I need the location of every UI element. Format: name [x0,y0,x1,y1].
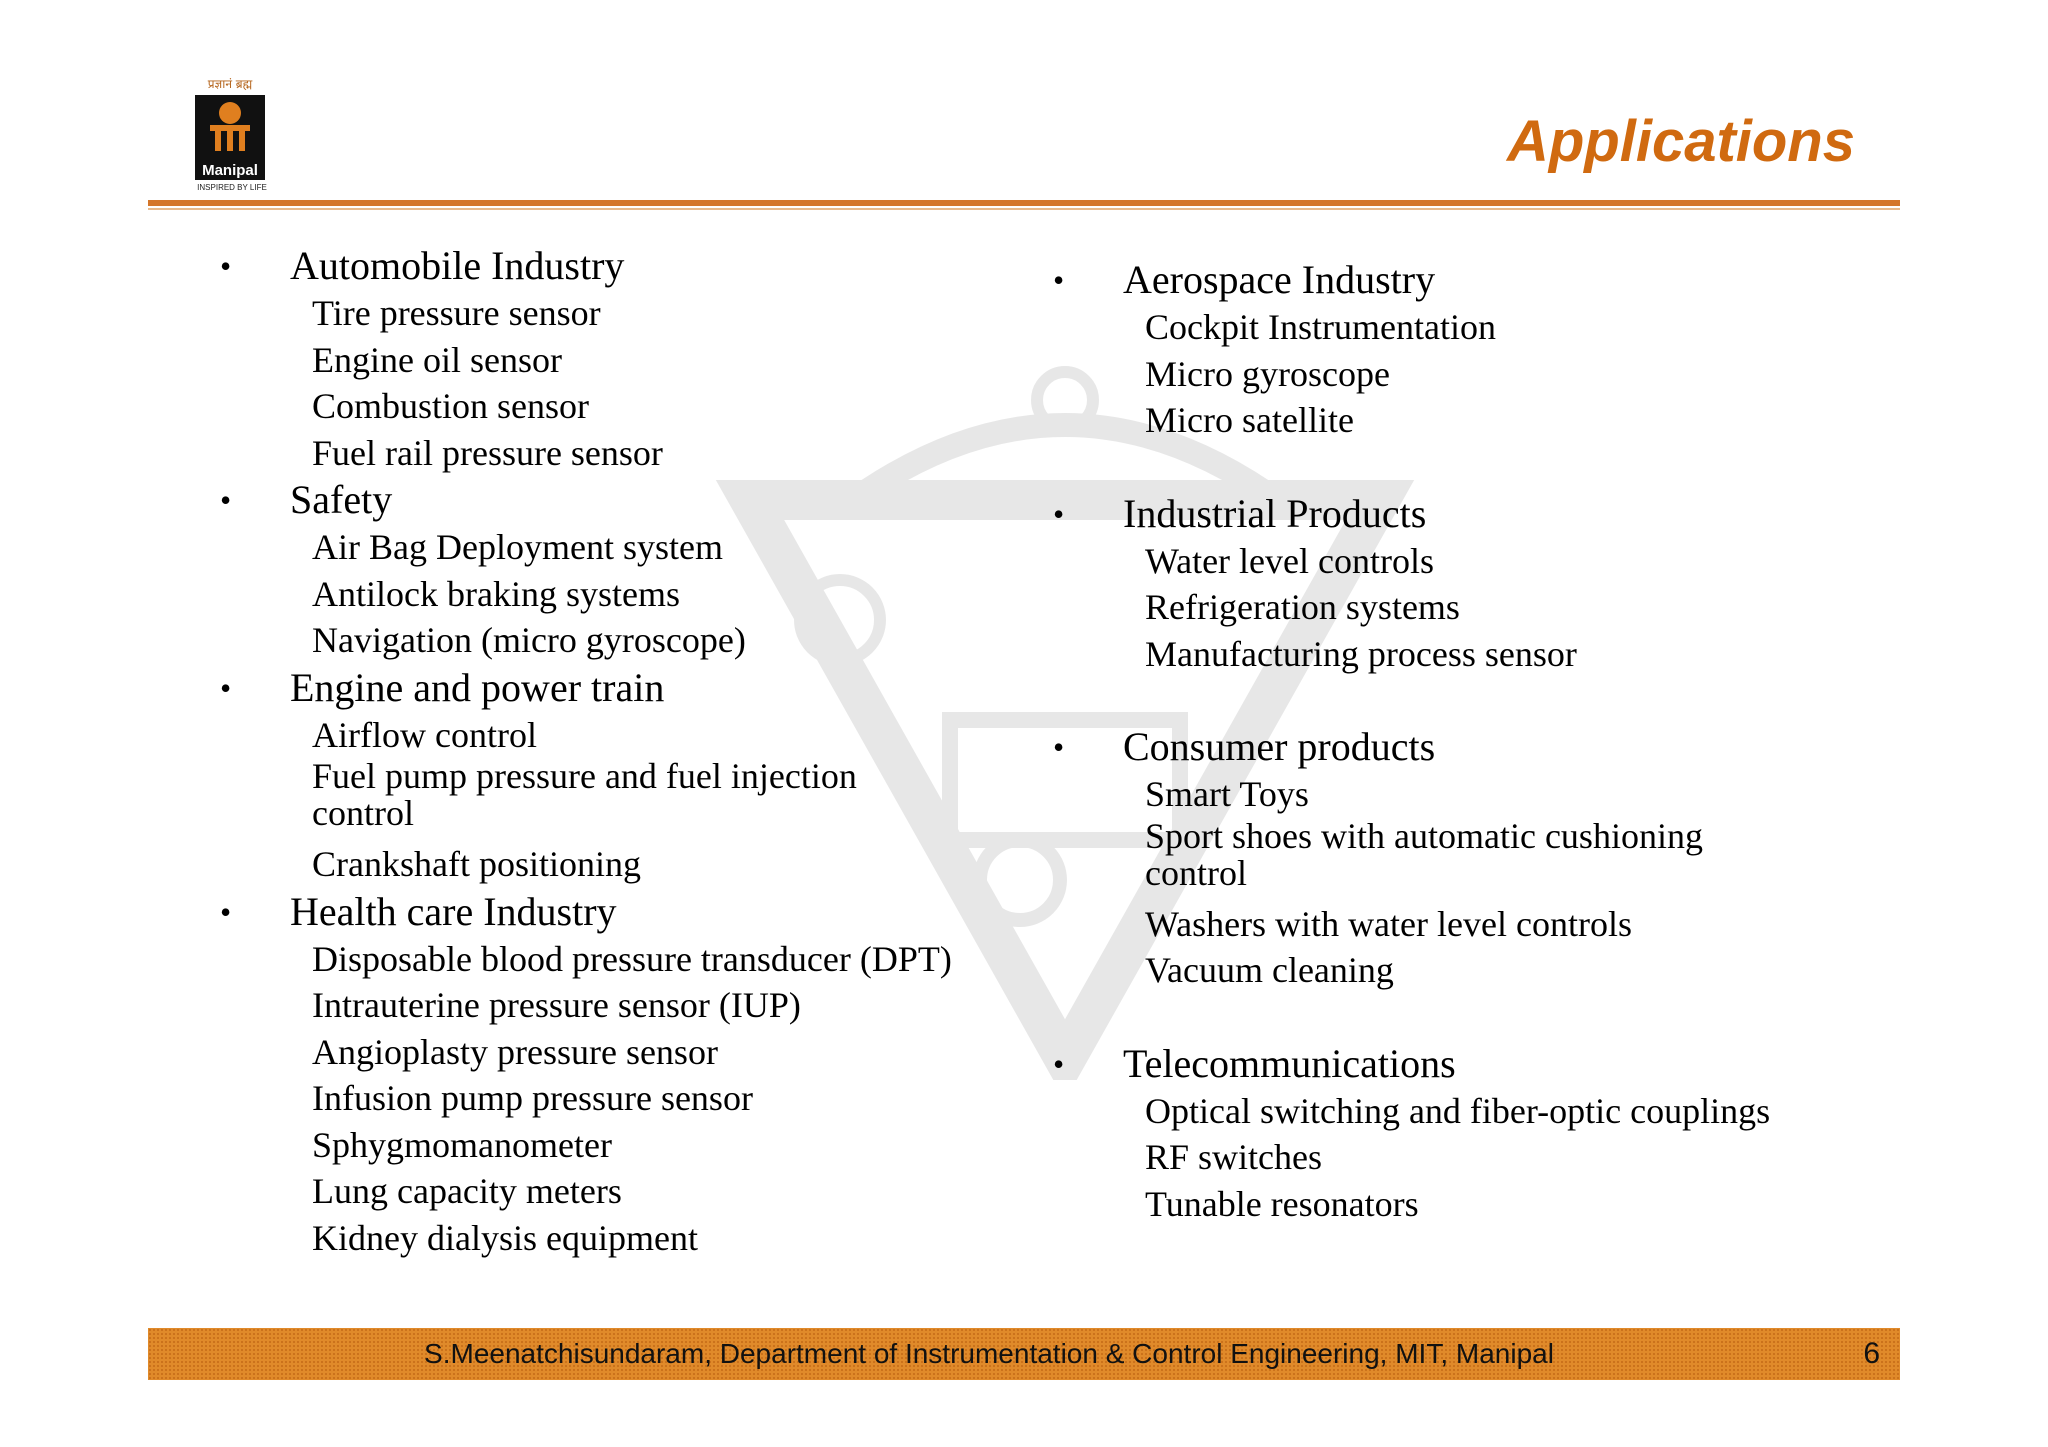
list-item: Tire pressure sensor [312,293,601,333]
bullet-icon: • [1053,729,1065,765]
right-column [1053,256,1785,1227]
group-heading: Engine and power train [290,664,665,710]
footer-text: S.Meenatchisundaram, Department of Instrumentation & Control Engineering, MIT, Manipal [424,1338,1554,1369]
group-safety [220,476,952,664]
page-number: 6 [1863,1337,1880,1370]
bullet-icon: • [220,482,232,518]
group-heading: Safety [290,477,393,522]
list-item: Antilock braking systems [312,573,680,614]
bullet-icon: • [220,669,232,706]
list-item: Refrigeration systems [1145,587,1460,627]
group-heading: Aerospace Industry [1123,257,1436,302]
list-item: Sphygmomanometer [312,1124,612,1165]
list-item: Lung capacity meters [312,1171,622,1211]
group-heading: Consumer products [1123,724,1436,769]
group-healthcare [220,888,952,1262]
bullet-icon: • [220,248,232,284]
title-divider [148,200,1900,206]
group-heading: Health care Industry [290,888,617,934]
group-consumer [1053,723,1785,994]
list-item: Vacuum cleaning [1145,950,1394,990]
list-item: Cockpit Instrumentation [1145,307,1496,347]
slide-title: Applications [1506,109,1855,174]
list-item: Disposable blood pressure transducer (DPT) [312,938,952,979]
list-item: Optical switching and fiber-optic couplings [1145,1090,1771,1131]
bullet-icon: • [1053,1045,1065,1082]
list-item: Micro satellite [1145,400,1354,440]
list-item: Engine oil sensor [312,339,562,380]
logo-tagline: INSPIRED BY LIFE [197,183,267,192]
list-item: Navigation (micro gyroscope) [312,620,746,660]
list-item: Airflow control [312,714,537,755]
group-engine [220,664,952,888]
logo-caption: प्रज्ञानं ब्रह्म [207,77,253,91]
list-item: Tunable resonators [1145,1183,1419,1224]
list-item: Water level controls [1145,540,1434,581]
list-item: Intrauterine pressure sensor (IUP) [312,985,801,1025]
title-divider-thin [148,208,1900,210]
group-heading: Industrial Products [1123,490,1427,536]
list-item: Combustion sensor [312,386,590,426]
group-industrial [1053,490,1785,678]
bullet-icon: • [1053,262,1065,298]
group-heading: Telecommunications [1123,1040,1456,1086]
list-item: Smart Toys [1145,774,1309,814]
list-item: Fuel rail pressure sensor [312,432,663,473]
list-item: Sport shoes with automatic cushioning control [1145,815,1703,893]
list-item: Micro gyroscope [1145,353,1390,394]
list-item: Kidney dialysis equipment [312,1217,698,1258]
bullet-icon: • [220,893,232,930]
group-automobile [220,242,952,476]
group-telecom [1053,1040,1785,1228]
list-item: Air Bag Deployment system [312,527,723,567]
logo-name: Manipal [202,162,258,179]
list-item: Washers with water level controls [1145,903,1632,944]
group-heading: Automobile Industry [290,243,625,288]
list-item: Manufacturing process sensor [1145,633,1577,674]
list-item: Crankshaft positioning [312,844,641,884]
list-item: Infusion pump pressure sensor [312,1078,753,1118]
logo-emblem-icon [195,95,265,157]
footer-bar [148,1328,1900,1380]
group-aerospace [1053,256,1785,444]
left-column [220,242,952,1261]
list-item: Fuel pump pressure and fuel injection control [312,756,857,833]
list-item: Angioplasty pressure sensor [312,1031,718,1072]
list-item: RF switches [1145,1137,1323,1177]
bullet-icon: • [1053,495,1065,532]
